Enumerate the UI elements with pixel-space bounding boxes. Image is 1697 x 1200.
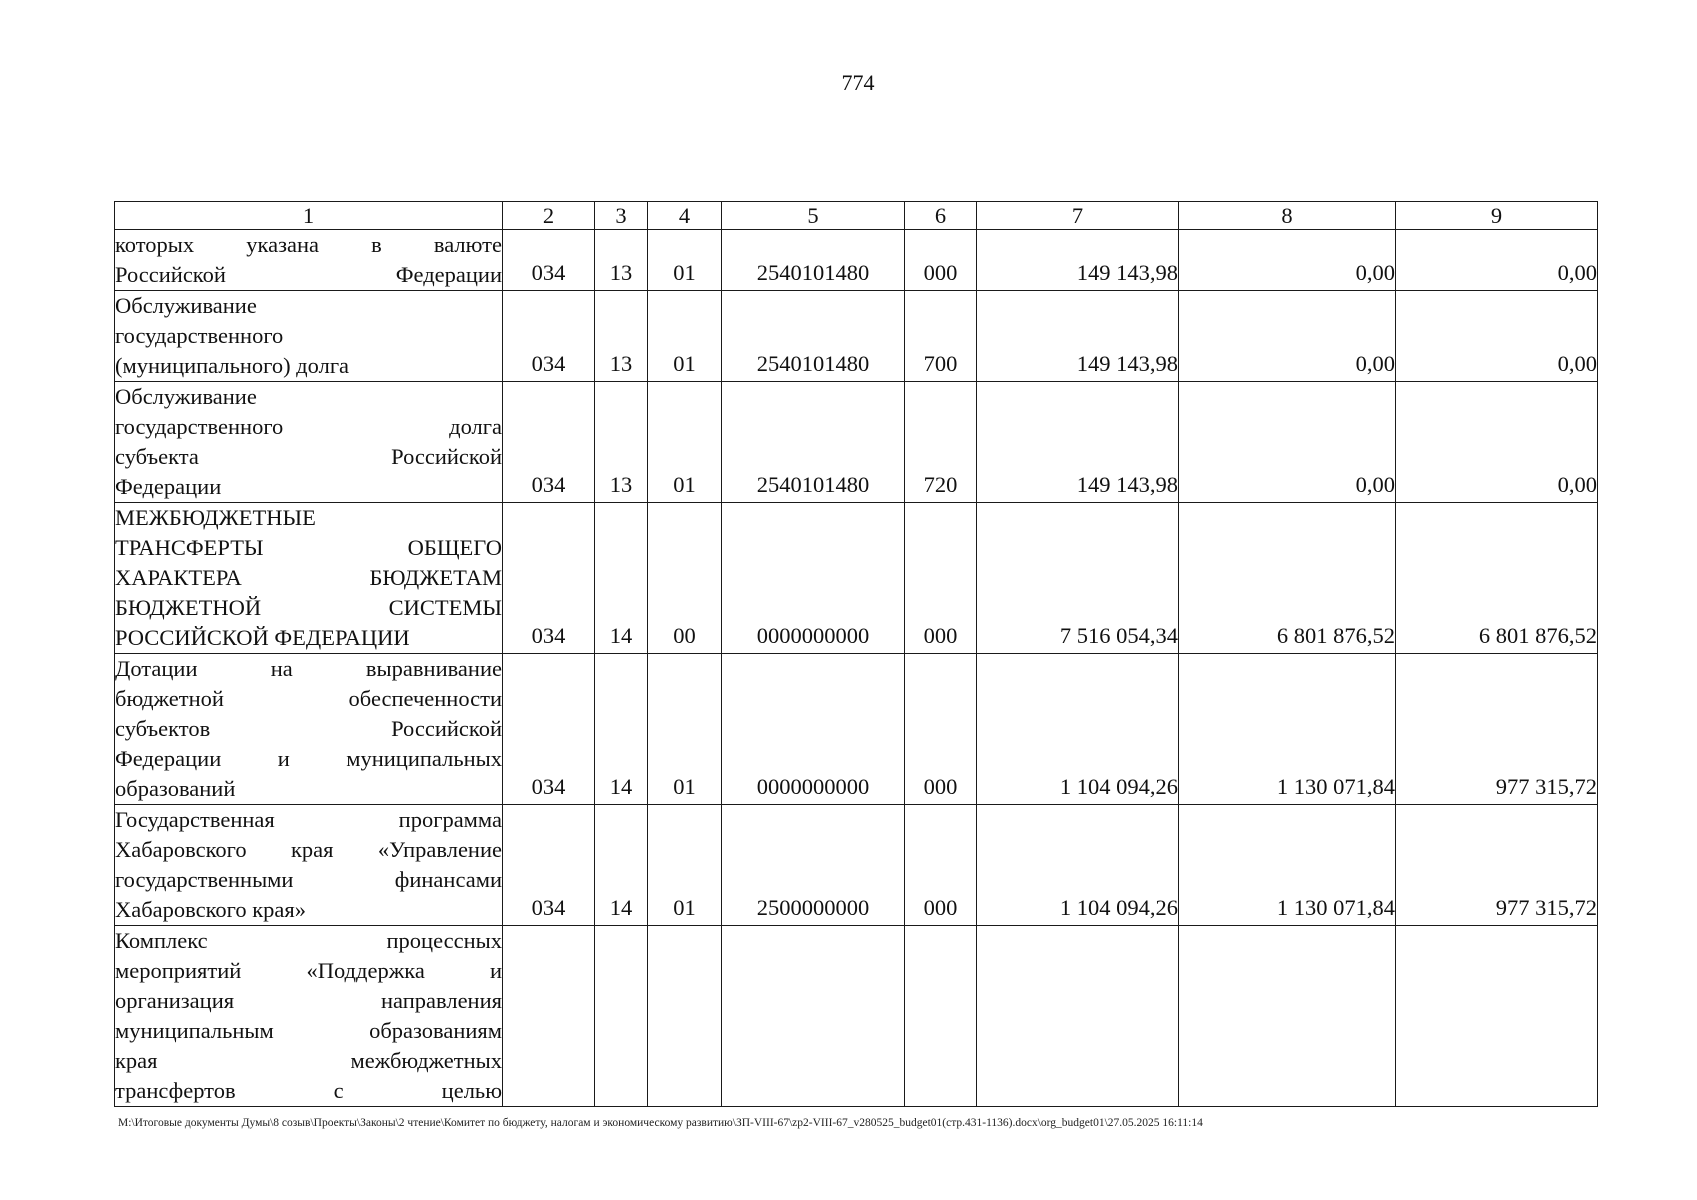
row-description: которых указана в валюте Российской Федерации — [115, 230, 503, 291]
expense-type-code: 720 — [905, 382, 977, 503]
amount-col8: 0,00 — [1179, 291, 1396, 382]
column-header: 9 — [1396, 202, 1598, 230]
table-row — [115, 230, 1598, 291]
ministry-code: 034 — [503, 805, 595, 926]
target-code — [722, 926, 905, 1107]
column-header: 5 — [722, 202, 905, 230]
expense-type-code: 000 — [905, 503, 977, 654]
ministry-code: 034 — [503, 382, 595, 503]
row-description: Обслуживание государственного долга субъекта Российской Федерации — [115, 382, 503, 503]
row-description: Государственная программа Хабаровского края «Управление государственными финансами Хабаровского края» — [115, 805, 503, 926]
ministry-code: 034 — [503, 230, 595, 291]
section-code: 13 — [595, 230, 648, 291]
amount-col9: 0,00 — [1396, 291, 1598, 382]
amount-col9: 977 315,72 — [1396, 654, 1598, 805]
amount-col8: 1 130 071,84 — [1179, 654, 1396, 805]
table-row — [115, 926, 1598, 1107]
amount-col7 — [977, 926, 1179, 1107]
table-row — [115, 503, 1598, 654]
ministry-code: 034 — [503, 654, 595, 805]
amount-col8: 1 130 071,84 — [1179, 805, 1396, 926]
column-header: 1 — [115, 202, 503, 230]
subsection-code: 01 — [648, 382, 722, 503]
target-code: 0000000000 — [722, 654, 905, 805]
expense-type-code: 000 — [905, 805, 977, 926]
subsection-code: 01 — [648, 654, 722, 805]
ministry-code: 034 — [503, 503, 595, 654]
ministry-code — [503, 926, 595, 1107]
expense-type-code: 700 — [905, 291, 977, 382]
target-code: 2540101480 — [722, 382, 905, 503]
subsection-code: 01 — [648, 230, 722, 291]
amount-col8: 0,00 — [1179, 230, 1396, 291]
amount-col7: 1 104 094,26 — [977, 805, 1179, 926]
section-code — [595, 926, 648, 1107]
section-code: 14 — [595, 503, 648, 654]
subsection-code: 01 — [648, 291, 722, 382]
column-header: 6 — [905, 202, 977, 230]
target-code: 2540101480 — [722, 291, 905, 382]
row-description: Дотации на выравнивание бюджетной обеспеченности субъектов Российской Федерации и муниципальных образований — [115, 654, 503, 805]
amount-col8: 0,00 — [1179, 382, 1396, 503]
column-header: 8 — [1179, 202, 1396, 230]
section-code: 13 — [595, 382, 648, 503]
table-row — [115, 291, 1598, 382]
amount-col8 — [1179, 926, 1396, 1107]
table-row — [115, 805, 1598, 926]
page-number: 774 — [841, 70, 875, 95]
amount-col9: 0,00 — [1396, 230, 1598, 291]
target-code: 2540101480 — [722, 230, 905, 291]
amount-col9 — [1396, 926, 1598, 1107]
amount-col7: 1 104 094,26 — [977, 654, 1179, 805]
target-code: 0000000000 — [722, 503, 905, 654]
amount-col7: 149 143,98 — [977, 230, 1179, 291]
amount-col8: 6 801 876,52 — [1179, 503, 1396, 654]
row-description: Обслуживание государственного (муниципального) долга — [115, 291, 503, 382]
amount-col9: 0,00 — [1396, 382, 1598, 503]
expense-type-code: 000 — [905, 654, 977, 805]
budget-table — [114, 201, 1598, 1107]
amount-col7: 7 516 054,34 — [977, 503, 1179, 654]
row-description: МЕЖБЮДЖЕТНЫЕ ТРАНСФЕРТЫ ОБЩЕГО ХАРАКТЕРА БЮДЖЕТАМ БЮДЖЕТНОЙ СИСТЕМЫ РОССИЙСКОЙ ФЕДЕРАЦИИ — [115, 503, 503, 654]
section-code: 13 — [595, 291, 648, 382]
subsection-code: 00 — [648, 503, 722, 654]
amount-col9: 977 315,72 — [1396, 805, 1598, 926]
expense-type-code: 000 — [905, 230, 977, 291]
expense-type-code — [905, 926, 977, 1107]
amount-col9: 6 801 876,52 — [1396, 503, 1598, 654]
column-header: 4 — [648, 202, 722, 230]
table-row — [115, 382, 1598, 503]
column-number-header-row — [115, 202, 1598, 230]
amount-col7: 149 143,98 — [977, 291, 1179, 382]
amount-col7: 149 143,98 — [977, 382, 1179, 503]
subsection-code — [648, 926, 722, 1107]
column-header: 3 — [595, 202, 648, 230]
document-file-path: M:\Итоговые документы Думы\8 созыв\Проекты\Законы\2 чтение\Комитет по бюджету, налогам и экономическому развитию\ЗП-VIII-67\zp2-VIII-67_v280525_budget01(стр.431-1136).docx\org_budget01\27.05.2025 16:11:14 — [118, 1117, 1203, 1129]
section-code: 14 — [595, 805, 648, 926]
table-row — [115, 654, 1598, 805]
section-code: 14 — [595, 654, 648, 805]
target-code: 2500000000 — [722, 805, 905, 926]
column-header: 7 — [977, 202, 1179, 230]
row-description: Комплекс процессных мероприятий «Поддержка и организация направления муниципальным образованиям края межбюджетных трансфертов с целью — [115, 926, 503, 1107]
column-header: 2 — [503, 202, 595, 230]
subsection-code: 01 — [648, 805, 722, 926]
ministry-code: 034 — [503, 291, 595, 382]
